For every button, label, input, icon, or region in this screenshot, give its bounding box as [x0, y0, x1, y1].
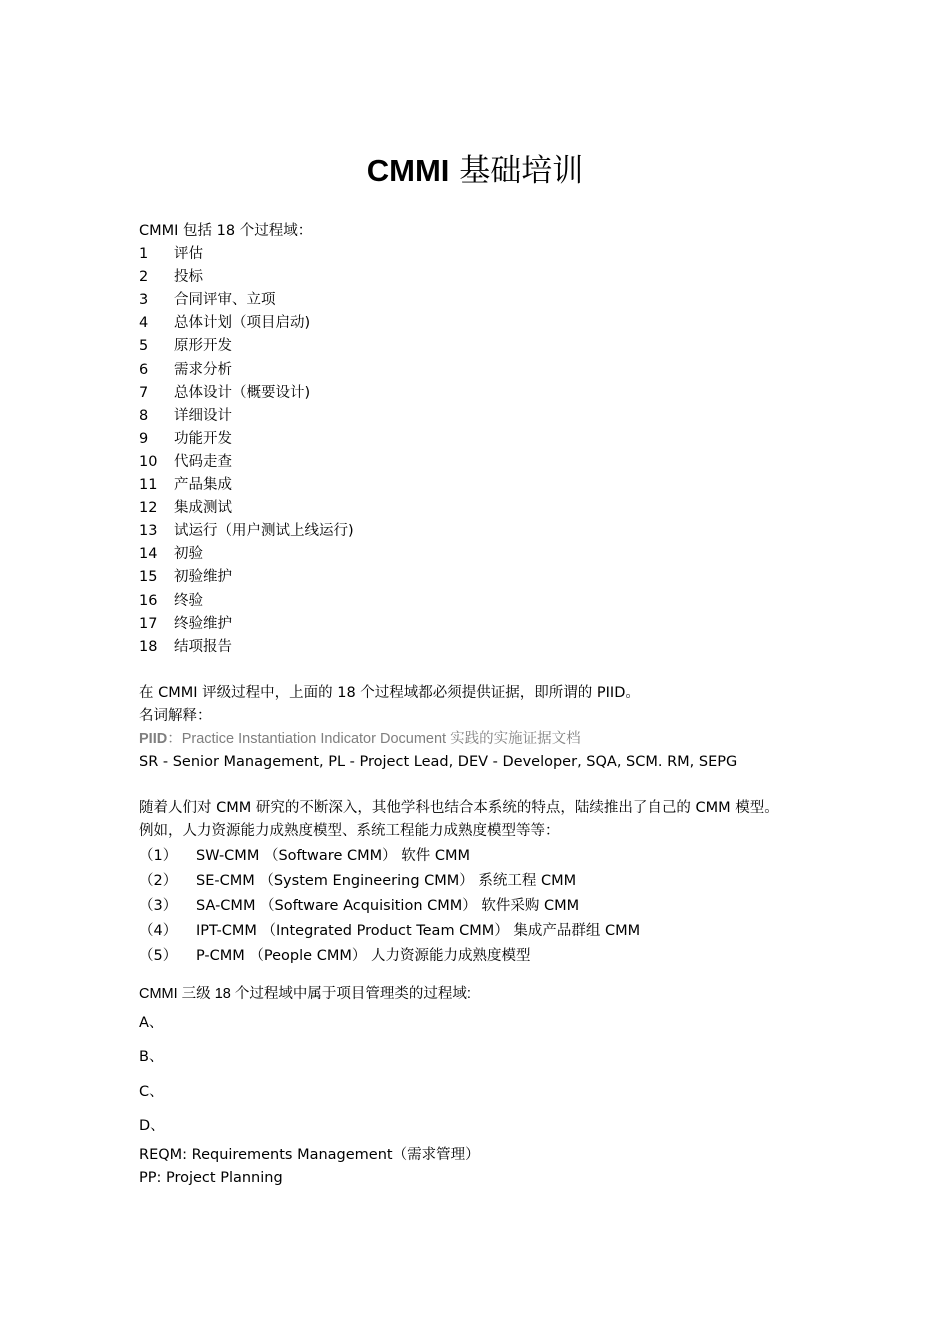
process-area-item: [139, 428, 839, 451]
process-area-item: [139, 566, 839, 589]
cmm-model-text: IPT-CMM （Integrated Product Team CMM） 集成产品群组 CMM: [196, 922, 641, 939]
cmm-model-item: [139, 944, 839, 969]
process-area-number: 12: [139, 500, 158, 517]
process-area-label: 初验: [174, 546, 203, 563]
process-area-number: 1: [139, 246, 149, 263]
process-area-item: [139, 243, 839, 266]
intro-text: CMMI 包括 18 个过程域：: [139, 223, 313, 239]
cmm-model-index: （2）: [139, 872, 178, 889]
glossary-heading: 名词解释：: [139, 707, 212, 724]
document-body: [139, 220, 839, 1190]
process-area-number: 17: [139, 615, 158, 632]
process-area-label: 代码走查: [174, 453, 232, 470]
process-area-item: [139, 636, 839, 659]
process-area-label: 合同评审、立项: [174, 292, 276, 309]
page-title: [0, 149, 950, 193]
process-area-label: 总体设计（概要设计): [174, 384, 311, 401]
cmm-paragraph-1: 随着人们对 CMM 研究的不断深入，其他学科也结合本系统的特点，陆续推出了自己的 CMM 模型。: [139, 800, 779, 817]
process-area-number: 3: [139, 292, 149, 309]
process-area-item: [139, 474, 839, 497]
cmm-model-index: （4）: [139, 922, 178, 939]
process-area-number: 15: [139, 569, 158, 586]
process-area-number: 14: [139, 546, 158, 563]
process-area-number: 7: [139, 384, 149, 401]
process-area-number: 2: [139, 269, 149, 286]
process-area-label: 试运行（用户测试上线运行): [174, 523, 354, 540]
process-area-label: 集成测试: [174, 500, 232, 517]
process-area-item: [139, 289, 839, 312]
process-area-label: 初验维护: [174, 569, 232, 586]
process-area-label: 总体计划（项目启动): [174, 315, 311, 332]
process-area-number: 18: [139, 638, 158, 655]
process-area-number: 9: [139, 430, 149, 447]
process-area-number: 8: [139, 407, 149, 424]
cmm-model-item: [139, 919, 839, 944]
answer-option: C、: [139, 1083, 164, 1100]
process-area-item: [139, 405, 839, 428]
title-cjk: 基础培训: [459, 152, 584, 189]
process-area-number: 10: [139, 453, 158, 470]
process-area-number: 11: [139, 477, 158, 494]
process-area-label: 详细设计: [174, 407, 232, 424]
piid-definition-line: [139, 728, 839, 751]
cmm-model-item: [139, 869, 839, 894]
cmm-model-index: （5）: [139, 947, 178, 964]
cmm-model-text: SW-CMM （Software CMM） 软件 CMM: [196, 847, 470, 864]
cmm-model-text: P-CMM （People CMM） 人力资源能力成熟度模型: [196, 947, 531, 964]
process-area-number: 5: [139, 338, 149, 355]
piid-sentence: 在 CMMI 评级过程中，上面的 18 个过程域都必须提供证据，即所谓的 PIID。: [139, 684, 640, 701]
cmm-model-index: （1）: [139, 847, 178, 864]
process-area-number: 13: [139, 523, 158, 540]
cmm-model-list: [139, 844, 839, 969]
answer-option: A、: [139, 1014, 164, 1031]
process-area-label: 投标: [174, 269, 203, 286]
cmm-model-index: （3）: [139, 897, 178, 914]
process-area-item: [139, 335, 839, 358]
process-area-number: 6: [139, 361, 149, 378]
process-area-item: [139, 613, 839, 636]
pm-question: CMMI 三级 18 个过程域中属于项目管理类的过程域:: [139, 985, 471, 1002]
process-area-item: [139, 520, 839, 543]
cmm-model-text: SA-CMM （Software Acquisition CMM） 软件采购 CMM: [196, 897, 580, 914]
process-area-label: 产品集成: [174, 477, 232, 494]
process-area-number: 4: [139, 315, 149, 332]
process-area-item: [139, 543, 839, 566]
process-area-label: 功能开发: [174, 430, 232, 447]
process-area-label: 终验: [174, 592, 203, 609]
title-latin: CMMI: [366, 152, 450, 188]
cmm-model-item: [139, 894, 839, 919]
process-area-label: 终验维护: [174, 615, 232, 632]
process-area-label: 原形开发: [174, 338, 232, 355]
process-area-list: [139, 243, 839, 659]
definition-reqm: REQM: Requirements Management（需求管理）: [139, 1146, 480, 1163]
piid-term: PIID: [139, 731, 168, 748]
process-area-label: 结项报告: [174, 638, 232, 655]
roles-line: SR - Senior Management, PL - Project Lead, DEV - Developer, SQA, SCM. RM, SEPG: [139, 754, 738, 771]
answer-option: D、: [139, 1118, 165, 1135]
cmm-paragraph-2: 例如，人力资源能力成熟度模型、系统工程能力成熟度模型等等：: [139, 823, 560, 840]
answer-list: [139, 1006, 839, 1144]
process-area-item: [139, 312, 839, 335]
process-area-item: [139, 451, 839, 474]
process-area-item: [139, 266, 839, 289]
cmm-model-text: SE-CMM （System Engineering CMM） 系统工程 CMM: [196, 872, 577, 889]
piid-definition: ：Practice Instantiation Indicator Document 实践的实施证据文档: [167, 731, 581, 748]
process-area-item: [139, 382, 839, 405]
process-area-number: 16: [139, 592, 158, 609]
process-area-item: [139, 359, 839, 382]
process-area-label: 评估: [174, 246, 203, 263]
process-area-item: [139, 497, 839, 520]
answer-option: B、: [139, 1049, 164, 1066]
process-area-item: [139, 590, 839, 613]
cmm-model-item: [139, 844, 839, 869]
process-area-label: 需求分析: [174, 361, 232, 378]
definition-pp: PP: Project Planning: [139, 1169, 283, 1186]
